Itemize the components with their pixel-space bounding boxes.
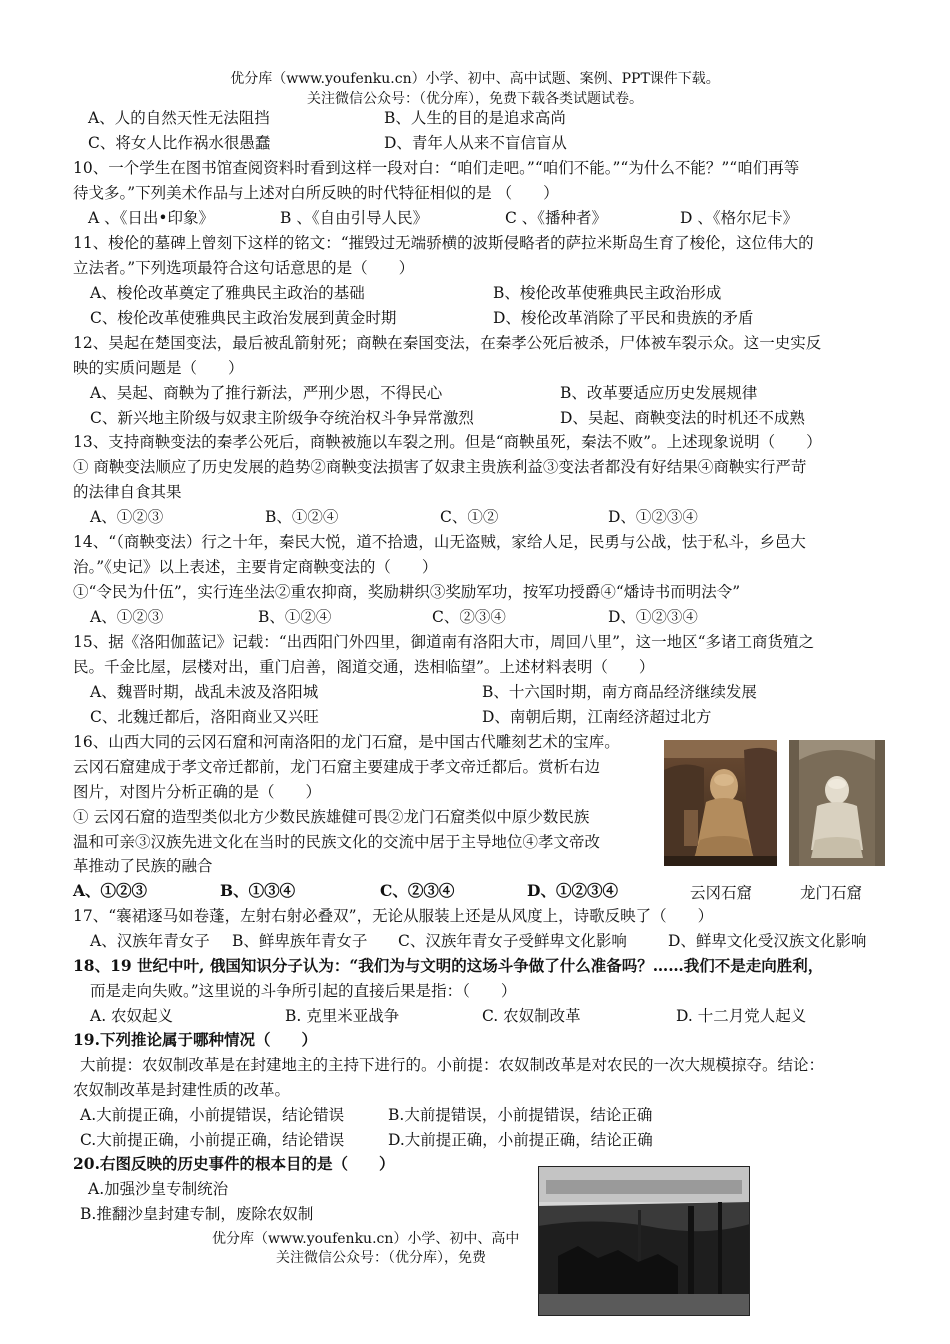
q14-option-b: B、①②④ bbox=[258, 608, 332, 626]
q18-stem-2: 而是走向失败。”这里说的斗争所引起的直接后果是指：（ ） bbox=[90, 982, 517, 1000]
q10-option-c: C 、《播种者》 bbox=[505, 209, 608, 227]
q14-stem-1: 14、“（商鞅变法）行之十年，秦民大悦，道不拾遗，山无盗贼，家给人足，民勇与公战，怯于私斗，乡邑大 bbox=[73, 533, 806, 551]
q14-stem-2: 治。”《史记》以上表述，主要肯定商鞅变法的（ ） bbox=[73, 558, 438, 576]
q18-stem-1: 18、19 世纪中叶, 俄国知识分子认为：“我们为与文明的这场斗争做了什么准备吗？……我们不是走向胜利， bbox=[73, 956, 824, 975]
q13-option-b: B、①②④ bbox=[265, 508, 339, 526]
q14-option-d: D、①②③④ bbox=[608, 608, 698, 626]
q9-option-a: A、人的自然天性无法阻挡 bbox=[88, 109, 270, 127]
q19-option-d: D.大前提正确，小前提正确，结论正确 bbox=[388, 1131, 653, 1149]
q15-option-d: D、南朝后期，江南经济超过北方 bbox=[482, 708, 712, 726]
q16-stem-3: 图片，对图片分析正确的是（ ） bbox=[73, 783, 322, 801]
q17-stem-1: 17、“褰裙逐马如卷蓬，左射右射必叠双”，无论从服装上还是从风度上，诗歌反映了（ ） bbox=[73, 907, 714, 925]
q20-option-b: B.推翻沙皇封建专制，废除农奴制 bbox=[80, 1205, 314, 1223]
q11-option-b: B、梭伦改革使雅典民主政治形成 bbox=[493, 284, 722, 302]
q11-stem-1: 11、梭伦的墓碑上曾刻下这样的铭文：“摧毁过无端骄横的波斯侵略者的萨拉米斯岛生育了梭伦，这位伟大的 bbox=[73, 234, 814, 252]
q15-stem-1: 15、据《洛阳伽蓝记》记载：“出西阳门外四里，御道南有洛阳大市，周回八里”，这一地区“多诸工商货殖之 bbox=[73, 633, 814, 651]
q12-stem-1: 12、吴起在楚国变法，最后被乱箭射死；商鞅在秦国变法，在秦孝公死后被杀，尸体被车裂示众。这一史实反 bbox=[73, 334, 822, 352]
q10-option-b: B 、《自由引导人民》 bbox=[280, 209, 429, 227]
q17-option-b: B、鲜卑族年青女子 bbox=[232, 932, 368, 950]
q19-option-b: B.大前提错误，小前提错误，结论正确 bbox=[388, 1106, 653, 1124]
q20-historical-photo bbox=[538, 1166, 750, 1316]
q10-stem-2: 待戈多。”下列美术作品与上述对白所反映的时代特征相似的是 （ ） bbox=[73, 184, 559, 202]
q16-stem-4: ① 云冈石窟的造型类似北方少数民族雄健可畏②龙门石窟类似中原少数民族 bbox=[73, 808, 590, 826]
q13-stem-3: 的法律自食其果 bbox=[73, 483, 182, 501]
q15-option-c: C、北魏迁都后，洛阳商业又兴旺 bbox=[90, 708, 319, 726]
q11-option-a: A、梭伦改革奠定了雅典民主政治的基础 bbox=[90, 284, 365, 302]
q10-option-d: D 、《格尔尼卡》 bbox=[680, 209, 799, 227]
q11-stem-2: 立法者。”下列选项最符合这句话意思的是（ ） bbox=[73, 259, 415, 277]
q17-option-c: C、汉族年青女子受鲜卑文化影响 bbox=[398, 932, 627, 950]
q13-stem-1: 13、支持商鞅变法的秦孝公死后，商鞅被施以车裂之刑。但是“商鞅虽死，秦法不败”。上述现象说明（ ） bbox=[73, 433, 822, 451]
q11-option-d: D、梭伦改革消除了平民和贵族的矛盾 bbox=[493, 309, 754, 327]
q9-option-b: B、人生的目的是追求高尚 bbox=[384, 109, 566, 127]
q18-option-a: A. 农奴起义 bbox=[90, 1007, 174, 1025]
q15-option-b: B、十六国时期，南方商品经济继续发展 bbox=[482, 683, 757, 701]
q13-stem-2: ① 商鞅变法顺应了历史发展的趋势②商鞅变法损害了奴隶主贵族利益③变法者都没有好结果④商鞅实行严苛 bbox=[73, 458, 807, 476]
header-line-1: 优分库（www.youfenku.cn）小学、初中、高中试题、案例、PPT课件下载。 bbox=[230, 71, 720, 87]
q11-option-c: C、梭伦改革使雅典民主政治发展到黄金时期 bbox=[90, 309, 397, 327]
q16-option-d: D、①②③④ bbox=[527, 881, 618, 900]
q14-option-a: A、①②③ bbox=[90, 608, 164, 626]
yungang-caption: 云冈石窟 bbox=[690, 884, 753, 902]
q20-stem-1: 20.右图反映的历史事件的根本目的是（ ） bbox=[73, 1154, 395, 1173]
q15-stem-2: 民。千金比屋，层楼对出，重门启善，阁道交通，迭相临望”。上述材料表明（ ） bbox=[73, 658, 655, 676]
q9-option-d: D、青年人从来不盲信盲从 bbox=[384, 134, 567, 152]
longmen-grottoes-photo bbox=[789, 740, 885, 866]
q19-option-a: A.大前提正确，小前提错误，结论错误 bbox=[80, 1106, 345, 1124]
q16-stem-5: 温和可亲③汉族先进文化在当时的民族文化的交流中居于主导地位④孝文帝改 bbox=[73, 833, 601, 851]
q10-option-a: A 、《日出•印象》 bbox=[88, 209, 215, 227]
q18-option-d: D. 十二月党人起义 bbox=[676, 1007, 807, 1025]
q16-stem-6: 革推动了民族的融合 bbox=[73, 857, 213, 875]
header-line-2: 关注微信公众号：（优分库），免费下载各类试题试卷。 bbox=[307, 91, 643, 107]
q19-stem-1: 19.下列推论属于哪种情况（ ） bbox=[73, 1030, 317, 1049]
q19-stem-3: 农奴制改革是封建性质的改革。 bbox=[73, 1081, 291, 1099]
q17-option-d: D、鲜卑文化受汉族文化影响 bbox=[668, 932, 867, 950]
q10-stem-1: 10、一个学生在图书馆查阅资料时看到这样一段对白：“咱们走吧。”“咱们不能。”“为什么不能？”“咱们再等 bbox=[73, 159, 800, 177]
q12-option-b: B、改革要适应历史发展规律 bbox=[560, 384, 758, 402]
q9-option-c: C、将女人比作祸水很愚蠢 bbox=[88, 134, 271, 152]
q16-option-a: A、①②③ bbox=[73, 881, 148, 900]
q13-option-a: A、①②③ bbox=[90, 508, 164, 526]
q12-option-d: D、吴起、商鞅变法的时机还不成熟 bbox=[560, 409, 805, 427]
q19-option-c: C.大前提正确，小前提正确，结论错误 bbox=[80, 1131, 345, 1149]
q12-stem-2: 映的实质问题是（ ） bbox=[73, 359, 244, 377]
q19-stem-2: 大前提：农奴制改革是在封建地主的主持下进行的。小前提：农奴制改革是对农民的一次大规模掠夺。结论： bbox=[80, 1056, 825, 1074]
q16-option-b: B、①③④ bbox=[220, 881, 296, 900]
q18-option-b: B. 克里米亚战争 bbox=[285, 1007, 400, 1025]
yungang-grottoes-photo bbox=[664, 740, 777, 866]
longmen-caption: 龙门石窟 bbox=[800, 884, 863, 902]
q15-option-a: A、魏晋时期，战乱未波及洛阳城 bbox=[90, 683, 319, 701]
q14-stem-3: ①“令民为什伍”，实行连坐法②重农抑商，奖励耕织③奖励军功，按军功授爵④“燔诗书而明法令” bbox=[73, 583, 741, 601]
footer-line-2: 关注微信公众号：（优分库），免费 bbox=[276, 1250, 486, 1266]
q12-option-c: C、新兴地主阶级与奴隶主阶级争夺统治权斗争异常激烈 bbox=[90, 409, 474, 427]
q16-option-c: C、②③④ bbox=[380, 881, 455, 900]
q18-option-c: C. 农奴制改革 bbox=[482, 1007, 581, 1025]
q17-option-a: A、汉族年青女子 bbox=[90, 932, 210, 950]
q16-stem-1: 16、山西大同的云冈石窟和河南洛阳的龙门石窟，是中国古代雕刻艺术的宝库。 bbox=[73, 733, 620, 751]
q13-option-c: C、①② bbox=[440, 508, 499, 526]
q20-option-a: A.加强沙皇专制统治 bbox=[88, 1180, 229, 1198]
q13-option-d: D、①②③④ bbox=[608, 508, 698, 526]
q16-stem-2: 云冈石窟建成于孝文帝迁都前，龙门石窟主要建成于孝文帝迁都后。赏析右边 bbox=[73, 758, 601, 776]
q12-option-a: A、吴起、商鞅为了推行新法，严刑少恩，不得民心 bbox=[90, 384, 443, 402]
footer-line-1: 优分库（www.youfenku.cn）小学、初中、高中 bbox=[212, 1231, 520, 1247]
q14-option-c: C、②③④ bbox=[432, 608, 506, 626]
